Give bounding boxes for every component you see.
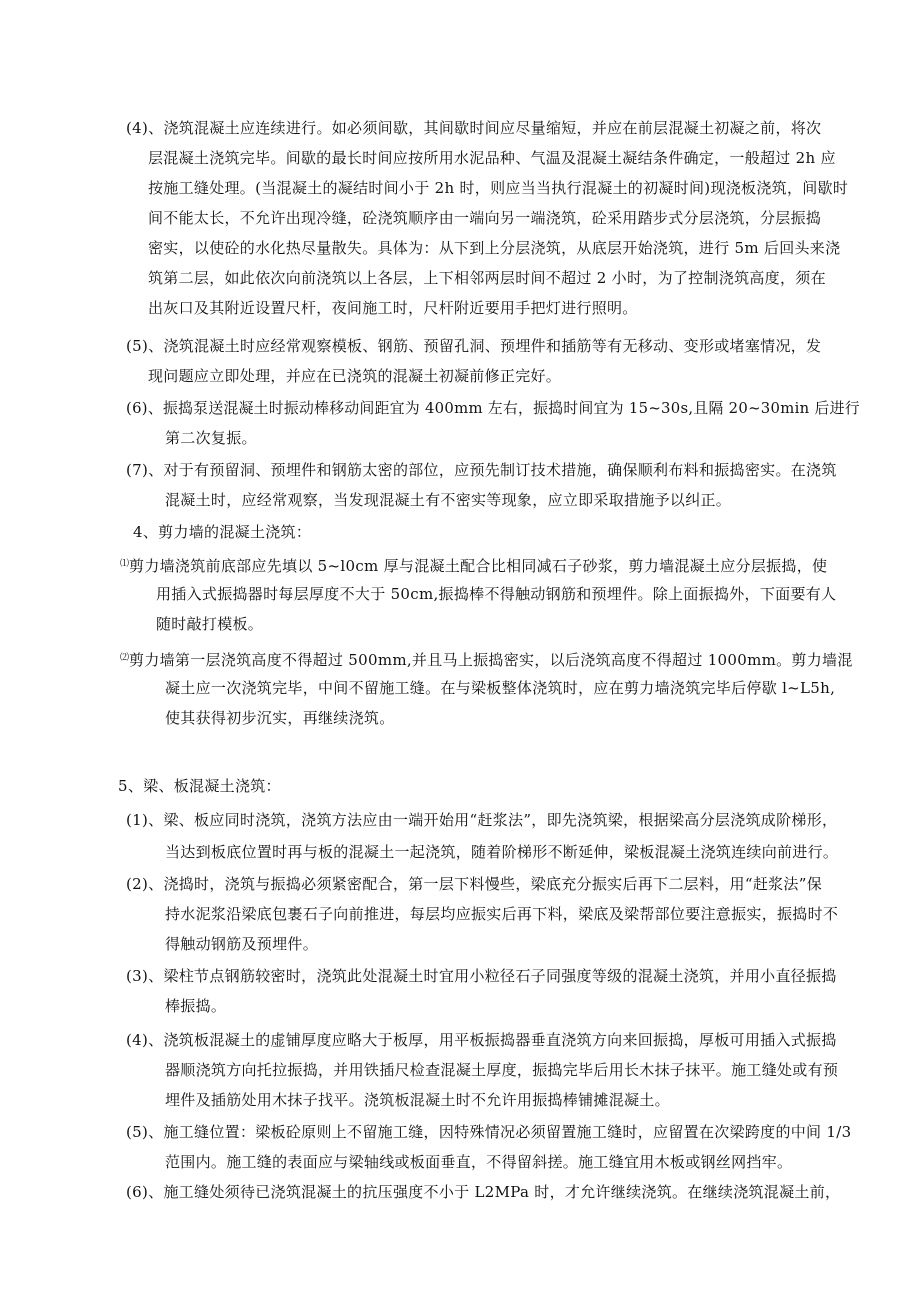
text-line (120, 554, 827, 576)
text-line: (7)、对于有预留洞、预埋件和钢筋太密的部位，应预先制订技术措施，确保顺利布料和振捣密实。在浇筑 (126, 461, 837, 479)
list-marker: ⑴ (120, 559, 130, 569)
text-line: 层混凝土浇筑完毕。间歇的最长时间应按所用水泥品种、气温及混凝土凝结条件确定，一般超过 2h 应 (148, 149, 836, 167)
text-line: 随时敲打模板。 (156, 615, 264, 633)
text-line: 混凝土时，应经常观察，当发现混凝土有不密实等现象，应立即采取措施予以纠正。 (165, 491, 732, 509)
text-line: 得触动钢筋及预埋件。 (165, 935, 319, 953)
text-line: 按施工缝处理。(当混凝土的凝结时间小于 2h 时，则应当当执行混凝土的初凝时间)现浇板浇筑，间歇时 (148, 179, 849, 197)
text-line: 现问题应立即处理，并应在已浇筑的混凝土初凝前修正完好。 (148, 367, 562, 385)
text-line: 出灰口及其附近设置尺杆，夜间施工时，尺杆附近要用手把灯进行照明。 (148, 299, 638, 317)
text-line: 持水泥浆沿梁底包裹石子向前推进，每层均应振实后再下料，梁底及梁帮部位要注意振实，振捣时不 (165, 905, 839, 923)
text-line: (5)、施工缝位置：梁板砼原则上不留施工缝，因特殊情况必须留置施工缝时，应留置在次梁跨度的中间 1/3 (126, 1123, 852, 1141)
text-line: 埋件及插筋处用木抹子找平。浇筑板混凝土时不允许用振捣棒铺摊混凝土。 (165, 1091, 670, 1109)
text-line: (4)、浇筑板混凝土的虚铺厚度应略大于板厚，用平板振捣器垂直浇筑方向来回振捣，厚板可用插入式振捣 (126, 1031, 837, 1049)
section-heading-beam-slab: 5、梁、板混凝土浇筑： (118, 777, 281, 795)
text-line: (1)、梁、板应同时浇筑，浇筑方法应由一端开始用“赶浆法”，即先浇筑梁，根据梁高分层浇筑成阶梯形， (126, 811, 838, 829)
text-line: 间不能太长，不允许出现冷缝，砼浇筑顺序由一端向另一端浇筑，砼采用踏步式分层浇筑，分层振捣 (148, 209, 822, 227)
text-line: 凝土应一次浇筑完毕，中间不留施工缝。在与梁板整体浇筑时，应在剪力墙浇筑完毕后停歇 l~L5h, (165, 679, 836, 697)
text-line: (6)、施工缝处须待已浇筑混凝土的抗压强度不小于 L2MPa 时，才允许继续浇筑。在继续浇筑混凝土前， (126, 1183, 841, 1201)
list-marker: ⑵ (120, 653, 130, 663)
text-line: 密实，以使砼的水化热尽量散失。具体为：从下到上分层浇筑，从底层开始浇筑，进行 5m 后回头来浇 (148, 239, 841, 257)
text-line-content: 剪力墙浇筑前底部应先填以 5~l0cm 厚与混凝土配合比相同减石子砂浆，剪力墙混凝土应分层振捣，使 (129, 557, 828, 575)
text-line: (3)、梁柱节点钢筋较密时，浇筑此处混凝土时宜用小粒径石子同强度等级的混凝土浇筑，并用小直径振捣 (126, 967, 837, 985)
text-line: (2)、浇捣时，浇筑与振捣必须紧密配合，第一层下料慢些，梁底充分振实后再下二层料，用“赶浆法”保 (126, 875, 822, 893)
text-line: (4)、浇筑混凝土应连续进行。如必须间歇，其间歇时间应尽量缩短，并应在前层混凝土初凝之前，将次 (126, 119, 822, 137)
text-line: 范围内。施工缝的表面应与梁轴线或板面垂直，不得留斜搓。施工缝宜用木板或钢丝网挡牢。 (165, 1153, 793, 1171)
text-line: 第二次复振。 (165, 429, 257, 447)
text-line: (5)、浇筑混凝土时应经常观察模板、钢筋、预留孔洞、预埋件和插筋等有无移动、变形或堵塞情况，发 (126, 337, 822, 355)
text-line-content: 剪力墙第一层浇筑高度不得超过 500mm,并且马上振捣密实，以后浇筑高度不得超过 1000mm。剪力墙混 (129, 651, 853, 669)
section-heading-shear-wall: 4、剪力墙的混凝土浇筑： (133, 523, 312, 541)
text-line: (6)、振捣泵送混凝土时振动棒移动间距宜为 400mm 左右，振捣时间宜为 15~30s,且隔 20~30min 后进行 (126, 399, 860, 417)
text-line: 筑第二层，如此依次向前浇筑以上各层，上下相邻两层时间不超过 2 小时，为了控制浇筑高度，须在 (148, 269, 826, 287)
text-line: 棒振捣。 (165, 997, 227, 1015)
text-line: 当达到板底位置时再与板的混凝土一起浇筑，随着阶梯形不断延伸，梁板混凝土浇筑连续向前进行。 (165, 843, 839, 861)
text-line: 使其获得初步沉实，再继续浇筑。 (165, 709, 395, 727)
text-line: 器顺浇筑方向托拉振捣，并用铁插尺检查混凝土厚度，振捣完毕后用长木抹子抹平。施工缝处或有预 (165, 1061, 839, 1079)
text-line: 用插入式振捣器时每层厚度不大于 50cm,振捣棒不得触动钢筋和预埋件。除上面振捣外，下面要有人 (156, 585, 837, 603)
text-line (120, 648, 853, 670)
